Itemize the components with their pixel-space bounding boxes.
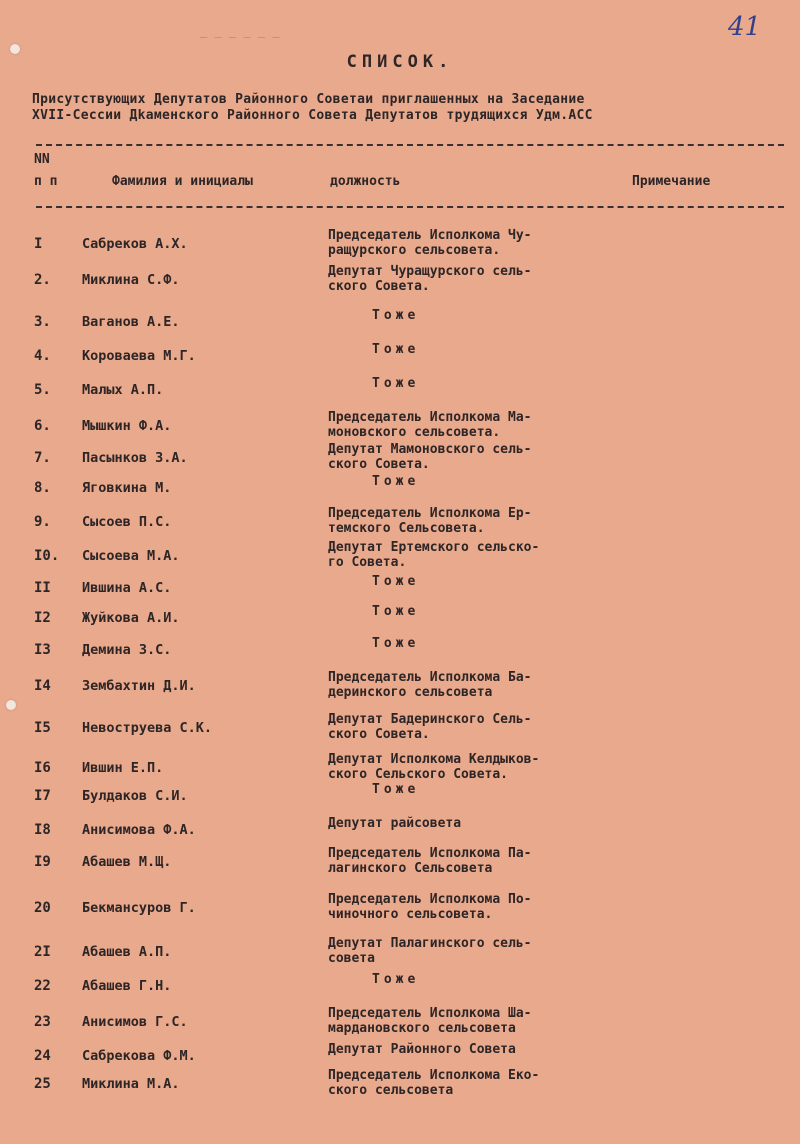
row-name: Ившина А.С. bbox=[82, 580, 172, 596]
header-num-bottom: п п bbox=[34, 174, 58, 189]
header-note: Примечание bbox=[632, 174, 711, 189]
row-name: Миклина С.Ф. bbox=[82, 272, 180, 288]
row-position: Председатель Исполкома Ша- мардановского сельсовета bbox=[328, 1006, 532, 1036]
row-number: 24 bbox=[34, 1048, 51, 1064]
row-position: Тоже bbox=[372, 376, 420, 391]
row-number: I8 bbox=[34, 822, 51, 838]
row-number: 6. bbox=[34, 418, 51, 434]
table-row bbox=[0, 712, 800, 752]
row-position: Тоже bbox=[372, 342, 420, 357]
table-row bbox=[0, 936, 800, 976]
row-position: Депутат Районного Совета bbox=[328, 1042, 516, 1057]
row-name: Демина З.С. bbox=[82, 642, 172, 658]
row-number: 23 bbox=[34, 1014, 51, 1030]
row-position: Тоже bbox=[372, 972, 420, 987]
row-name: Мышкин Ф.А. bbox=[82, 418, 172, 434]
row-position: Депутат Мамоновского сель- ского Совета. bbox=[328, 442, 532, 472]
row-position: Депутат Чуращурского сель- ского Совета. bbox=[328, 264, 532, 294]
row-name: Ившин Е.П. bbox=[82, 760, 164, 776]
row-number: 8. bbox=[34, 480, 51, 496]
row-position: Депутат Исполкома Келдыков- ского Сельского Совета. bbox=[328, 752, 540, 782]
row-name: Миклина М.А. bbox=[82, 1076, 180, 1092]
row-number: I2 bbox=[34, 610, 51, 626]
row-name: Сысоева М.А. bbox=[82, 548, 180, 564]
row-position: Депутат райсовета bbox=[328, 816, 462, 831]
row-name: Коровaева М.Г. bbox=[82, 348, 196, 364]
row-number: I4 bbox=[34, 678, 51, 694]
row-number: 22 bbox=[34, 978, 51, 994]
row-number: I bbox=[34, 236, 43, 252]
row-name: Булдаков С.И. bbox=[82, 788, 188, 804]
row-number: 20 bbox=[34, 900, 51, 916]
row-position: Тоже bbox=[372, 308, 420, 323]
row-number: 7. bbox=[34, 450, 51, 466]
row-position: Тоже bbox=[372, 474, 420, 489]
row-name: Абашев А.П. bbox=[82, 944, 172, 960]
row-position: Председатель Исполкома Па- лагинского Сельсовета bbox=[328, 846, 532, 876]
row-number: I5 bbox=[34, 720, 51, 736]
row-position: Тоже bbox=[372, 782, 420, 797]
table-row bbox=[0, 1006, 800, 1046]
row-position: Председатель Исполкома Ер- темского Сельсовета. bbox=[328, 506, 532, 536]
header-position: должность bbox=[330, 174, 401, 189]
row-number: I6 bbox=[34, 760, 51, 776]
row-name: Яговкина М. bbox=[82, 480, 172, 496]
row-name: Абашев М.Щ. bbox=[82, 854, 172, 870]
table-row bbox=[0, 846, 800, 886]
table-row bbox=[0, 670, 800, 710]
row-name: Бекмансуров Г. bbox=[82, 900, 196, 916]
row-name: Абашев Г.Н. bbox=[82, 978, 172, 994]
row-number: 25 bbox=[34, 1076, 51, 1092]
row-position: Председатель Исполкома Ба- деринского сельсовета bbox=[328, 670, 532, 700]
row-number: I3 bbox=[34, 642, 51, 658]
row-position: Председатель Исполкома Еко- ского сельсовета bbox=[328, 1068, 540, 1098]
row-number: I7 bbox=[34, 788, 51, 804]
row-position: Председатель Исполкома Чу- ращурского сельсовета. bbox=[328, 228, 532, 258]
document-subtitle-line-2: XVII-Сессии Дkаменского Районного Совета Депутатов трудящихся Удм.АСС bbox=[32, 108, 593, 123]
row-name: Пасынков З.А. bbox=[82, 450, 188, 466]
header-bottom-rule bbox=[36, 206, 784, 208]
header-name: Фамилия и инициалы bbox=[112, 174, 253, 189]
row-name: Сабреков А.Х. bbox=[82, 236, 188, 252]
row-name: Малых А.П. bbox=[82, 382, 164, 398]
sheet-number: 41 bbox=[728, 12, 762, 42]
row-position: Тоже bbox=[372, 636, 420, 651]
row-position: Тоже bbox=[372, 574, 420, 589]
bleed-through-text: — — — — — — bbox=[200, 30, 280, 44]
header-num-top: NN bbox=[34, 152, 50, 167]
row-position: Депутат Ертемского сельско- го Совета. bbox=[328, 540, 540, 570]
table-row bbox=[0, 264, 800, 304]
row-number: 9. bbox=[34, 514, 51, 530]
row-name: Анисимова Ф.А. bbox=[82, 822, 196, 838]
row-number: I0. bbox=[34, 548, 60, 564]
row-number: 5. bbox=[34, 382, 51, 398]
row-position: Депутат Бадеринского Сель- ского Совета. bbox=[328, 712, 532, 742]
document-subtitle-line-1: Присутствующих Депутатов Районного Советаи приглашенных на Заседание bbox=[32, 92, 585, 107]
row-name: Сабрекова Ф.М. bbox=[82, 1048, 196, 1064]
table-row bbox=[0, 1068, 800, 1108]
row-number: II bbox=[34, 580, 51, 596]
row-number: 4. bbox=[34, 348, 51, 364]
row-name: Анисимов Г.С. bbox=[82, 1014, 188, 1030]
row-position: Председатель Исполкома Ма- моновского сельсовета. bbox=[328, 410, 532, 440]
row-number: 2I bbox=[34, 944, 51, 960]
row-position: Депутат Палагинского сель- совета bbox=[328, 936, 532, 966]
table-row bbox=[0, 892, 800, 932]
row-name: Сысоев П.С. bbox=[82, 514, 172, 530]
row-position: Председатель Исполкома По- чиночного сельсовета. bbox=[328, 892, 532, 922]
row-number: I9 bbox=[34, 854, 51, 870]
row-number: 3. bbox=[34, 314, 51, 330]
document-title: СПИСОК. bbox=[346, 52, 454, 72]
header-top-rule bbox=[36, 144, 784, 146]
row-name: Невоструева С.К. bbox=[82, 720, 213, 736]
table-row bbox=[0, 228, 800, 268]
row-number: 2. bbox=[34, 272, 51, 288]
row-name: Зембахтин Д.И. bbox=[82, 678, 196, 694]
row-position: Тоже bbox=[372, 604, 420, 619]
row-name: Ваганов А.Е. bbox=[82, 314, 180, 330]
row-name: Жуйкова А.И. bbox=[82, 610, 180, 626]
